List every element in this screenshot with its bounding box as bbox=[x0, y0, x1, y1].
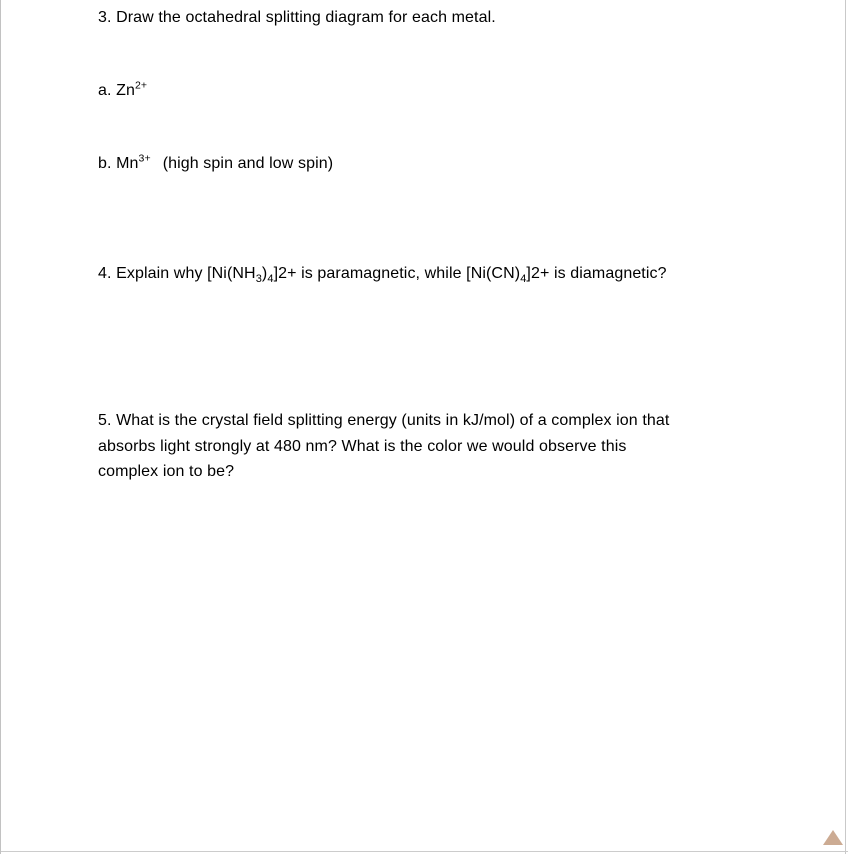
q5-line-1: 5. What is the crystal field splitting energy (units in kJ/mol) of a complex ion that bbox=[98, 412, 670, 429]
q4-segment: ]2+ is paramagnetic, while [Ni(CN) bbox=[273, 265, 521, 282]
q4-subscript: 3 bbox=[255, 273, 262, 286]
q3b-note: (high spin and low spin) bbox=[162, 155, 334, 172]
q3b-superscript: 3+ bbox=[138, 152, 151, 165]
q4-segment: ]2+ is diamagnetic? bbox=[526, 265, 667, 282]
q4-subscript: 4 bbox=[520, 273, 527, 286]
scroll-up-triangle-icon[interactable] bbox=[823, 830, 843, 845]
q4-segment: 4. Explain why [Ni(NH bbox=[98, 265, 256, 282]
question-4-text bbox=[98, 264, 667, 284]
question-3a-text bbox=[98, 81, 147, 101]
page-bottom-divider bbox=[1, 851, 848, 852]
q5-line-2: absorbs light strongly at 480 nm? What is the color we would observe this bbox=[98, 437, 627, 455]
q4-segment: ) bbox=[261, 265, 268, 282]
question-5-text bbox=[98, 408, 758, 485]
q3b-base: b. Mn bbox=[98, 155, 139, 172]
question-3-text: 3. Draw the octahedral splitting diagram for each metal. bbox=[98, 9, 496, 26]
question-3b-text bbox=[98, 154, 333, 174]
q3a-superscript: 2+ bbox=[134, 79, 148, 92]
q4-subscript: 4 bbox=[267, 273, 274, 286]
q5-line-3: complex ion to be? bbox=[98, 463, 235, 480]
q3a-base: a. Zn bbox=[98, 82, 135, 99]
